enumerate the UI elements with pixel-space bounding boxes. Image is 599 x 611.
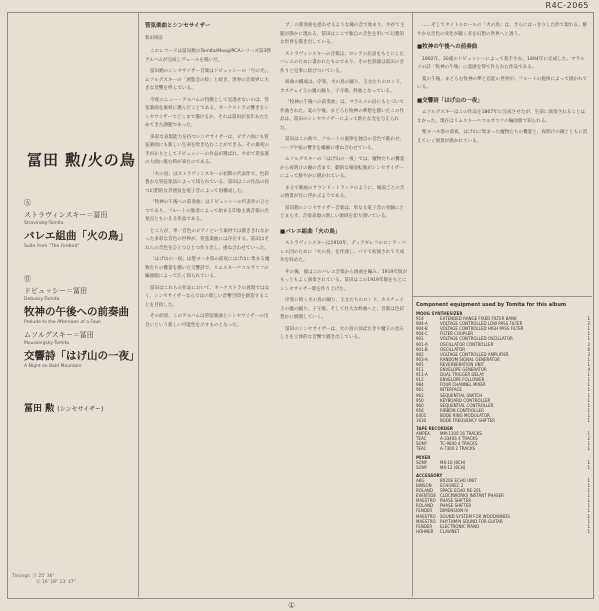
equipment-quantity: 1 xyxy=(587,493,590,499)
equipment-description: A-3340S 4 TRACKS xyxy=(440,436,478,442)
equipment-quantity: 3 xyxy=(587,351,590,357)
equipment-quantity: 1 xyxy=(587,397,590,403)
equipment-description: CLOCKWORKS INSTANT PHASER xyxy=(440,493,504,499)
equipment-description: SPACE ECHO RE-201 xyxy=(440,488,482,494)
equipment-quantity: 1 xyxy=(587,407,590,413)
notes-paragraph: その結果、このアルバムは管弦楽曲とシンセサイザーの出会いという新しい可能性を示すものとなった。 xyxy=(145,314,269,328)
equipment-code: 1630 xyxy=(416,417,427,423)
work-title-en: Suite from "The Firebird" xyxy=(24,244,80,249)
equipment-quantity: 2 xyxy=(587,321,590,327)
equipment-code: HOHNER xyxy=(416,528,434,534)
work-faun xyxy=(24,286,129,325)
equipment-description: MX-16 (8CH) xyxy=(440,459,466,465)
equipment-code: 904-C xyxy=(416,331,428,337)
equipment-quantity: 2 xyxy=(587,436,590,442)
notes-paragraph: 多彩な表現能力を持つシンセサイザーは、ピアノ曲にも管弦楽曲にも新しい生命を吹き込むことができる。その最初の手がかりとしてドビュッシーの作品が選ばれ、やがて管弦楽の大曲に挑む時が来たのである。 xyxy=(145,134,270,165)
equipment-description: OSCILLATOR CONTROLLER xyxy=(440,341,494,347)
work-title: 牧神の午後への前奏曲 xyxy=(24,306,129,318)
equipment-code: 901-A xyxy=(416,341,428,347)
notes-section-heading: ■バレエ組曲「火の鳥」 xyxy=(280,228,341,235)
equipment-description: DIMENSION IV xyxy=(440,508,469,514)
timings xyxy=(12,574,76,586)
equipment-code: 962 xyxy=(416,392,424,398)
equipment-divider xyxy=(413,296,592,297)
artist-name: 冨田 勲 xyxy=(24,404,55,414)
equipment-section-title: MOOG SYNTHESIZER xyxy=(416,311,463,316)
equipment-code: FENDER xyxy=(416,508,433,514)
equipment-code: EVENTIDE xyxy=(416,493,437,499)
equipment-section-title: MIXER xyxy=(416,454,431,460)
equipment-description: ENVELOPE FOLLOWER xyxy=(440,377,485,383)
equipment-description: A-7300 2 TRACKS xyxy=(440,446,476,452)
equipment-code: 905 xyxy=(416,361,424,367)
work-title-en: Prelude to the Afternoon of a Faun xyxy=(24,320,102,325)
equipment-description: PHASE SHIFTER xyxy=(440,503,472,509)
equipment-code: AMPEX xyxy=(416,431,430,437)
equipment-quantity: 1 xyxy=(587,316,590,322)
column-divider-2 xyxy=(412,13,413,597)
equipment-item xyxy=(416,446,475,451)
equipment-description: VOLTAGE CONTROLLED LOW PASS FILTER xyxy=(440,321,523,327)
work-composer: ムソルグスキー＝冨田 xyxy=(24,331,94,339)
equipment-quantity: 1 xyxy=(587,377,590,383)
notes-paragraph: 今度のニュー・アルバムの特徴として見逃せないのは、管弦楽曲を素材に選んだことである。オーケストラの響きをシンセサイザーでどこまで描けるか、それは冨田が長年あたためてきた課題であった。 xyxy=(145,97,269,128)
page-number: ① xyxy=(288,601,296,610)
equipment-item xyxy=(416,418,495,423)
work-composer-en: Debussy-Tomita xyxy=(24,297,60,302)
equipment-quantity: 4 xyxy=(587,367,590,373)
notes-paragraph: 冨田勲のシンセサイザー音楽はドビュッシーの「月の光」、ムソルグスキーの「展覧会の絵」と続き、世界の音楽界に大きな反響を呼んでいる。 xyxy=(145,69,272,91)
equipment-description: SEQUENTIAL CONTROLLER xyxy=(440,402,494,408)
equipment-quantity: 1 xyxy=(587,331,590,337)
equipment-quantity: 1 xyxy=(587,336,590,342)
notes-section-heading: ■牧神の午後への前奏曲 xyxy=(417,44,478,50)
notes-column-3 xyxy=(417,22,589,292)
notes-paragraph: 1892年、30歳のドビュッシーによって着手され、1894年に完成した。マラルメの詩「牧神の午後」に霊感を得て作られた作品である。 xyxy=(417,56,585,70)
notes-paragraph: 組曲の構成は、序奏、火の鳥の踊り、王女たちのロンド、カスチェイ王の魔の踊り、子守歌、終曲となっている。 xyxy=(280,80,405,94)
equipment-quantity: 1 xyxy=(587,464,590,470)
equipment-quantity: 1 xyxy=(587,417,590,423)
equipment-quantity: 1 xyxy=(587,459,590,465)
notes-paragraph: ムソルグスキーの「はげ山の一夜」では、魔物たちの饗宴から夜明けの鐘の音まで、劇的な場面転換がシンセサイザーによって鮮やかに描かれている。 xyxy=(280,157,405,179)
equipment-row xyxy=(416,529,590,534)
equipment-code: 961 xyxy=(416,387,424,393)
notes-paragraph: 「はげ山の一夜」は聖ヨハネ祭の前夜にはげ山に集まる魔物たちの饗宴を描いた交響詩で、リムスキー＝コルサコフの編曲版によって広く知られている。 xyxy=(145,257,270,279)
equipment-code: 912 xyxy=(416,377,424,383)
artist-role: (シンセサイザー) xyxy=(57,406,104,413)
notes-paragraph: ムソルグスキーはこの作品を1867年に完成させたが、生前に演奏されることはなかった。現在はリムスキー＝コルサコフの編曲版で知られる。 xyxy=(417,110,586,124)
equipment-quantity: 1 xyxy=(587,392,590,398)
equipment-quantity: 1 xyxy=(587,498,590,504)
notes-paragraph: ストラヴィンスキーの音楽は、ロシアの民話をもとにしたバレエのために書かれたものであり、その色彩感は冨田の音作りと見事に結びついている。 xyxy=(280,51,405,74)
equipment-code: FENDER xyxy=(416,523,433,529)
equipment-code: MAESTRO xyxy=(416,513,436,519)
equipment-quantity: 1 xyxy=(587,372,590,378)
equipment-description: MM-1100 16 TRACKS xyxy=(440,431,482,437)
equipment-code: 902 xyxy=(416,351,424,357)
equipment-quantity: 2 xyxy=(587,341,590,347)
equipment-quantity: 1 xyxy=(587,523,590,529)
equipment-description: OSCILLATOR xyxy=(440,346,466,352)
equipment-description: BX20E ECHO UNIT xyxy=(440,477,477,483)
equipment-description: MX-12 (6CH) xyxy=(440,464,466,470)
equipment-description: ECHOREC 2 xyxy=(440,483,464,488)
work-bald-mountain xyxy=(24,330,140,369)
work-title: バレエ組曲「火の鳥」 xyxy=(24,230,129,242)
work-title: 交響詩「はげ山の一夜」 xyxy=(24,350,140,362)
equipment-code: 904-A xyxy=(416,321,428,327)
artist-credit xyxy=(24,401,103,414)
album-title: 冨田 勲/火の鳥 xyxy=(27,151,136,169)
equipment-row xyxy=(416,446,590,451)
equipment-quantity: 1 xyxy=(587,513,590,519)
equipment-description: SOUND SYSTEM FOR WOODWINDS xyxy=(440,513,510,519)
notes-paragraph: 夏の午後、まどろむ牧神の夢と官能の世界が、フルートの旋律によって描かれている。 xyxy=(417,76,588,90)
equipment-code: 950 xyxy=(416,397,424,403)
work-title-en: A Night on Bald Mountain xyxy=(24,364,82,369)
equipment-description: ELECTRONIC PIANO xyxy=(440,523,480,529)
equipment-code: 904-B xyxy=(416,326,428,332)
equipment-description: CLAVINET xyxy=(440,528,460,534)
equipment-item xyxy=(416,465,465,470)
equipment-quantity: 1 xyxy=(587,477,590,483)
equipment-quantity: 1 xyxy=(587,441,590,447)
equipment-description: BODE RING MODULATOR xyxy=(440,412,490,418)
equipment-quantity: 1 xyxy=(587,483,590,488)
equipment-description: BODE FREQUENCY SHIFTER xyxy=(440,417,496,423)
equipment-description: VOLTAGE CONTROLLED HIGH PASS FILTER xyxy=(440,326,524,332)
equipment-description: RIBBON CONTROLLER xyxy=(440,407,484,413)
equipment-code: 960 xyxy=(416,402,424,408)
equipment-code: AKG xyxy=(416,477,425,483)
notes-paragraph: プ」の間奏曲を思わせるような鐘の音で始まり、やがて主題が静かに現れる。冨田はここで独自の音色を用いて幻想的な世界を描き出している。 xyxy=(280,23,405,45)
equipment-row xyxy=(416,465,590,470)
equipment-quantity: 1 xyxy=(587,382,590,388)
equipment-description: PHASE SHIFTER xyxy=(440,498,472,504)
equipment-body xyxy=(416,311,590,534)
equipment-quantity: 1 xyxy=(587,503,590,509)
side-a-label: Ⓐ xyxy=(24,199,31,207)
equipment-description: REVERBERATION UNIT xyxy=(440,361,485,367)
work-composer: ストラヴィンスキー＝冨田 xyxy=(24,211,108,219)
equipment-quantity: 6 xyxy=(587,346,590,352)
notes-paragraph: 冨田はこれらの作品において、オーケストラの再現ではなく、シンセサイザーならではの新しい音響空間を創造することを目指した。 xyxy=(145,285,270,308)
work-composer-en: Moussorgsky-Tomita xyxy=(24,341,70,346)
equipment-row xyxy=(416,418,590,423)
notes-paragraph: ……そしてタイトルロールの「火の鳥」は、さらにはっきりした形で現れる。鮮やかな音色の変化が聴く者を幻想の世界へと誘う。 xyxy=(417,23,588,37)
notes-paragraph: まるで映画のサウンド・トラックのように、場面ごとの音の情景が目に浮かぶようである。 xyxy=(280,185,405,199)
column-divider-1 xyxy=(138,13,139,597)
equipment-quantity: 1 xyxy=(587,412,590,418)
notes-paragraph: 「牧神の午後への前奏曲」はドビュッシーの代表作のひとつであり、フルートの独奏によって始まる印象主義音楽の出発点ともいえる作品である。 xyxy=(145,200,270,222)
notes-paragraph: 聖ヨハネ祭の前夜、はげ山に集まった魔物たちの饗宴と、夜明けの鐘とともに消えていく情景が描かれている。 xyxy=(417,130,588,144)
notes-column-2 xyxy=(280,22,408,594)
equipment-code: SONY xyxy=(416,441,428,447)
equipment-code: 901 xyxy=(416,336,424,342)
equipment-quantity: 1 xyxy=(587,446,590,452)
equipment-section-title: ACCESSORY xyxy=(416,472,443,478)
equipment-code: TEAC xyxy=(416,446,427,452)
notes-heading: 管弦楽曲とシンセサイザー xyxy=(145,23,211,29)
equipment-description: FILTER COUPLER xyxy=(440,331,473,337)
equipment-code: TEAC xyxy=(416,436,427,442)
notes-paragraph: 冨田勲のシンセサイザー音楽は、単なる電子音の実験にとどまらず、音楽表現の新しい領域を切り開いている。 xyxy=(280,205,405,219)
notes-byline: 和田則彦 xyxy=(145,35,163,41)
equipment-description: KEYBOARD CONTROLLER xyxy=(440,397,491,403)
notes-paragraph: その後、彼はこのバレエ音楽から組曲を編み、1919年版がもっともよく演奏されている。冨田はこの1919年版をもとにシンセサイザー版を作り上げた。 xyxy=(280,269,408,292)
equipment-description: RHYTHM'N SOUND FOR GUITAR xyxy=(440,518,503,524)
work-firebird xyxy=(24,210,129,249)
equipment-quantity: 1 xyxy=(587,356,590,362)
equipment-description: SEQUENTIAL SWITCH xyxy=(440,392,483,398)
equipment-code: 911 xyxy=(416,367,424,373)
notes-paragraph: 序奏に続く火の鳥の踊り、王女たちのロンド、カスチェイ王の魔の踊り、子守歌、そして壮大な終曲へと、音楽は色彩豊かに展開していく。 xyxy=(280,298,405,320)
equipment-quantity: 1 xyxy=(587,518,590,524)
notes-section-heading: ■交響詩「はげ山の一夜」 xyxy=(417,97,483,104)
equipment-quantity: 1 xyxy=(587,508,590,514)
notes-paragraph: 冨田はこの曲で、フルートの旋律を独自の音色で歌わせ、ハープや弦の響きを繊細に重ね合わせている。 xyxy=(280,137,405,151)
work-composer: ドビュッシー＝冨田 xyxy=(24,287,87,295)
notes-paragraph: このレコードは冨田勲のTomita/Moog/RCAシリーズ第3弾アルバムが完成しヴェールを脱いだ。 xyxy=(145,49,271,63)
notes-paragraph: ところが、単一音色のピアノという素材では描ききれなかった多彩な音色の世界が、管弦楽曲には存在する。冨田はそれらの音色をひとつひとつ作り出し、重ね合わせていった。 xyxy=(145,228,270,251)
catalog-number: R4C-2065 xyxy=(545,1,589,10)
equipment-description: RANDOM SIGNAL GENERATOR xyxy=(440,356,500,362)
equipment-quantity: 1 xyxy=(587,528,590,534)
equipment-code: 956 xyxy=(416,407,424,413)
equipment-list xyxy=(416,302,590,534)
equipment-item xyxy=(416,529,459,534)
equipment-quantity: 1 xyxy=(587,326,590,332)
equipment-description: FOUR CHANNEL MIXER xyxy=(440,382,486,388)
equipment-description: INTERFACE xyxy=(440,387,462,393)
equipment-code: 911-A xyxy=(416,372,428,378)
equipment-quantity: 1 xyxy=(587,387,590,393)
notes-paragraph: 冨田のシンセサイザーは、火の鳥の羽ばたきや魔王の恐ろしさを立体的な音響で描き出している。 xyxy=(280,326,405,340)
equipment-code: 903-A xyxy=(416,356,428,362)
notes-paragraph: 「牧神の午後への前奏曲」は、マラルメの詩にもとづいて作曲された。夏の午後、まどろむ牧神の夢想を描いたこの作品は、冨田のシンセサイザーによって新たな光を与えられた。 xyxy=(280,100,405,131)
equipment-quantity: 1 xyxy=(587,402,590,408)
equipment-code: 6401 xyxy=(416,412,427,418)
equipment-description: EXTENDED RANGE FIXED FILTER BANK xyxy=(440,316,517,322)
equipment-description: VOLTAGE CONTROLLED AMPLIFIER xyxy=(440,351,509,357)
equipment-code: SONY xyxy=(416,459,428,465)
equipment-code: MAESTRO xyxy=(416,518,436,524)
equipment-quantity: 1 xyxy=(587,361,590,367)
equipment-description: ENVELOPE GENERATOR xyxy=(440,367,487,373)
equipment-code: 984 xyxy=(416,382,424,388)
timing-line: Ⓑ 16' 18" 13' 47" xyxy=(36,580,76,585)
equipment-quantity: 1 xyxy=(587,431,590,437)
equipment-description: VOLTAGE CONTROLLED OSCILLATOR xyxy=(440,336,513,342)
equipment-code: ROLAND xyxy=(416,503,434,509)
equipment-quantity: 1 xyxy=(587,488,590,494)
equipment-code: MAESTRO xyxy=(416,498,436,504)
equipment-heading: Component equipment used by Tomita for this album xyxy=(416,302,567,308)
equipment-code: BINSON xyxy=(416,483,432,488)
equipment-description: DUAL TRIGGER DELAY xyxy=(440,372,485,378)
work-composer-en: Stravinsky-Tomita xyxy=(24,221,64,226)
equipment-section-title: TAPE RECORDER xyxy=(416,426,453,432)
notes-paragraph: 「火の鳥」はストラヴィンスキーの初期の代表作で、色彩豊かな管弦楽法によって知られている。冨田はこの作品の持つ幻想的な雰囲気を電子音によって再構成した。 xyxy=(145,171,270,194)
equipment-code: 901-B xyxy=(416,346,428,352)
equipment-code: SONY xyxy=(416,464,428,470)
notes-column-1 xyxy=(145,22,273,594)
equipment-description: TC-9040 4 TRACKS xyxy=(440,441,478,447)
equipment-code: 914 xyxy=(416,316,424,322)
side-b-label: Ⓑ xyxy=(24,275,31,283)
equipment-code: ROLAND xyxy=(416,488,434,494)
notes-paragraph: ストラヴィンスキーは1910年、ディアギレフのロシア・バレエ団のために「火の鳥」を作曲し、パリで初演されて大成功を収めた。 xyxy=(280,241,406,263)
timing-line: Timings: Ⓐ 25' 36" xyxy=(12,574,55,579)
